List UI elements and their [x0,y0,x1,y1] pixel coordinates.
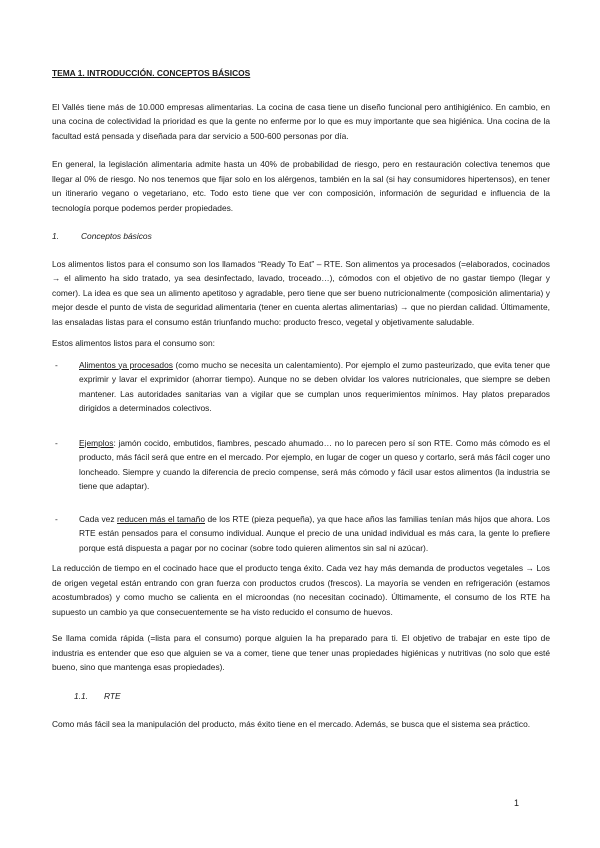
subsection-number: 1.1. [74,690,88,701]
page-title: TEMA 1. INTRODUCCIÓN. CONCEPTOS BÁSICOS [52,68,251,78]
section11-paragraph-1: Como más fácil sea la manipulación del producto, más éxito tiene en el mercado. Además, se busca que el sistema sea práctico. [52,719,531,729]
section1-paragraph-3: La reducción de tiempo en el cocinado hace que el producto tenga éxito. Cada vez hay más demanda de productos vegetales → Los de origen vegetal están entrando con gran fuerza con productos crudos (frescos). La mayoría se venden en refrigeración (estamos acostumbrados) y como mucho se calienta en el microondas (no necesitan cocinado). Últimamente, el consumo de los RTE ha supuesto un cambio ya que consecuentemente se ha visto reducido el consumo de huevos. [52,563,550,617]
bullet-body: (como mucho se necesita un calentamiento). Por ejemplo el zumo pasteurizado, que evita tener que exprimir y lavar el exprimidor (ahorrar tiempo). Aunque no se deben olvidar los valores nutricionales, que siempre se deben mantener. Las autoridades sanitarias van a vigilar que se cumplan unos requerimientos mínimos. Hay platos preparados dirigidos a determinados colectivos. [79,359,550,413]
section-heading-1-1 [52,689,550,704]
bullet-dash: - [55,437,58,448]
bullet-underlined: reducen más el tamaño [117,513,205,524]
bullet-item [52,436,550,494]
bullet-text [79,436,550,494]
page-number: 1 [514,798,520,808]
bullet-dash: - [55,359,58,370]
bullet-body: : jamón cocido, embutidos, fiambres, pescado ahumado… no lo parecen pero sí son RTE. Como más cómodo es el producto, más fácil será que entre en el mercado. Por ejemplo, en lugar de coger un queso y cortarlo, será más fácil coger uno loncheado. Siempre y cuando la diferencia de precio compense, será más cómodo y fácil usar estos alimentos (la industria se tiene que adaptar). [79,437,550,491]
section-number: 1. [52,231,59,241]
intro-paragraph-1: El Vallés tiene más de 10.000 empresas alimentarias. La cocina de casa tiene un diseño funcional pero antihigiénico. En cambio, en una cocina de colectividad la prioridad es que la gente no enferme por lo que es muy importante que sea higiénica. Una cocina de la facultad está pensada y diseñada para dar servicio a 500-600 personas por día. [52,101,550,141]
bullet-item [52,512,550,556]
bullet-item [52,358,550,416]
bullet-prefix: Cada vez [79,513,118,524]
subsection-title: RTE [104,690,121,701]
section1-paragraph-4: Se llama comida rápida (=lista para el consumo) porque alguien la ha preparado para ti. El objetivo de trabajar en este tipo de industria es entender que eso que alguien se va a comer, tiene que tener unas propiedades higiénicas y nutritivas (no solo que esté bueno, sino que mantenga esas propiedades). [52,633,550,672]
section1-paragraph-1: Los alimentos listos para el consumo son los llamados “Ready To Eat” – RTE. Son alimentos ya procesados (=elaborados, cocinados → el alimento ha sido tratado, ya sea desinfectado, lavado, troceado…), cómodos con el objetivo de no gastar tiempo (llegar y comer). La idea es que sea un alimento apetitoso y agradable, pero tiene que ser bueno nutricionalmente (composición alimentaria) y mejor desde el punto de vista de seguridad alimentaria (tener en cuenta alertas alimentarias) → que no pierdan calidad. Últimamente, las ensaladas listas para el consumo están triunfando mucho: producto fresco, vegetal y objetivamente saludable. [52,258,550,327]
section1-paragraph-2: Estos alimentos listos para el consumo son: [52,338,215,348]
bullet-dash: - [55,513,58,524]
intro-paragraph-2: En general, la legislación alimentaria admite hasta un 40% de probabilidad de riesgo, pero en restauración colectiva tenemos que llegar al 0% de riesgo. No nos tenemos que fijar solo en los alérgenos, también en la sal (si hay consumidores hipertensos), en tener un itinerario vegano o vegetariano, etc. Todo esto tiene que ver con composición, información de seguridad e influencia de la tecnología porque podemos perder propiedades. [52,159,550,213]
section-heading-1 [52,229,550,244]
bullet-underlined: Alimentos ya procesados [79,359,173,370]
section-title: Conceptos básicos [81,231,152,241]
document-body [52,66,550,732]
bullet-body: de los RTE (pieza pequeña), ya que hace años las familias tenían más hijos que ahora. Los RTE están pensados para el consumo individual. Aunque el precio de una unidad individual es más cara, la gente lo prefiere porque está dispuesta a pagar por no cocinar (sobre todo quieren alimentos sin sal ni azúcar). [79,513,550,553]
bullet-underlined: Ejemplos [79,437,114,448]
bullet-text [79,512,550,556]
bullet-text [79,358,550,416]
